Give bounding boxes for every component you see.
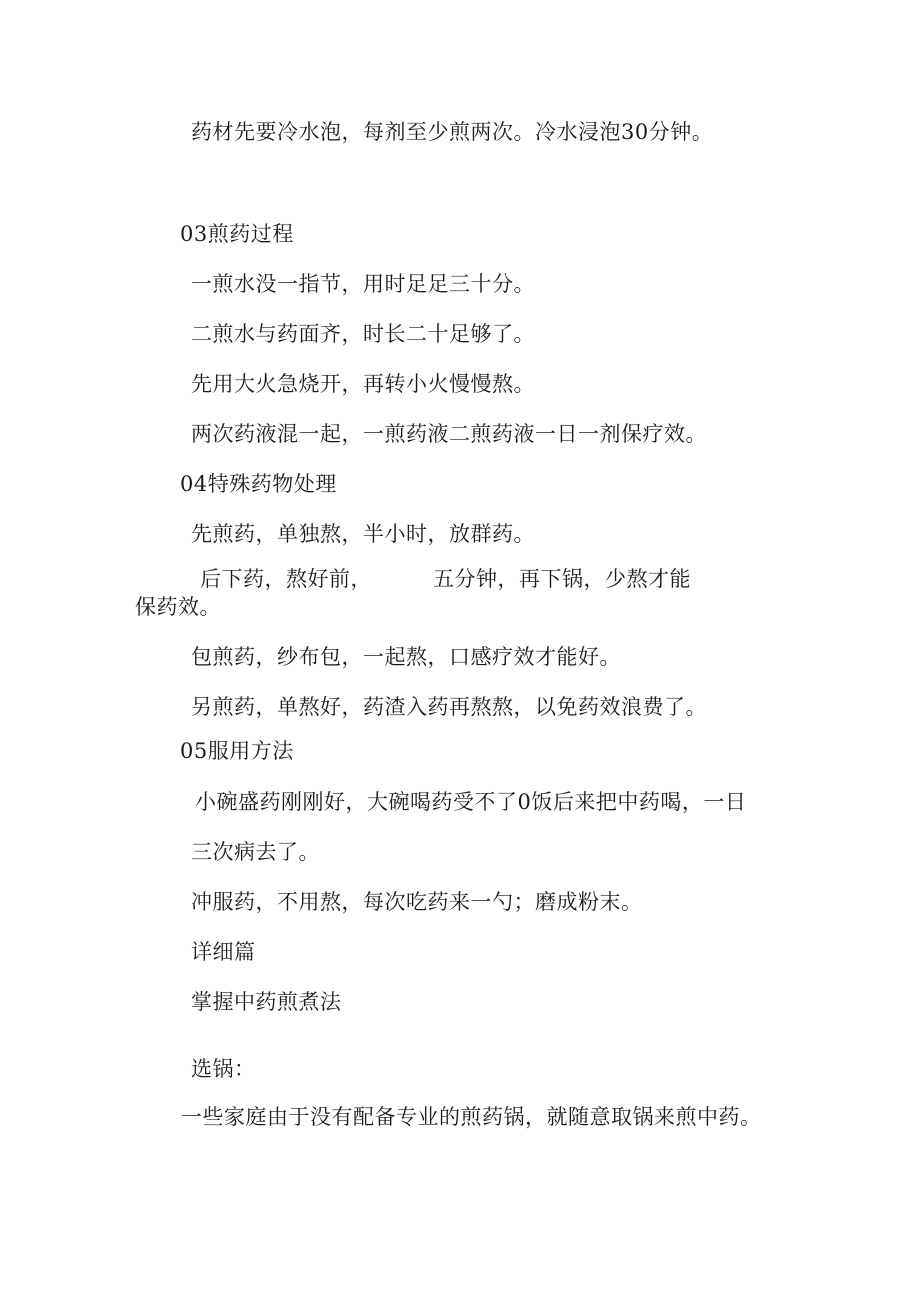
paragraph-second-decoction: 二煎水与药面齐，时长二十足够了。 — [191, 322, 535, 346]
subheading-master-method: 掌握中药煎煮法 — [191, 990, 342, 1014]
section-heading-special-handling: 04特殊药物处理 — [180, 472, 337, 496]
paragraph-bowl-size-part2: 三次病去了。 — [191, 840, 320, 864]
section-heading-usage: 05服用方法 — [180, 739, 294, 763]
paragraph-add-later-part2: 五分钟，再下锅，少熬才能 — [433, 567, 691, 591]
subheading-choose-pot: 选锅： — [191, 1057, 256, 1081]
paragraph-wrapped-decoction: 包煎药，纱布包，一起熬，口感疗效才能好。 — [191, 645, 621, 669]
paragraph-add-later-part3: 保药效。 — [135, 595, 221, 619]
paragraph-add-later-part1: 后下药，熬好前， — [200, 567, 372, 591]
paragraph-pot-selection: 一些家庭由于没有配备专业的煎药锅，就随意取锅来煎中药。 — [181, 1105, 762, 1129]
section-heading-decocting-process: 03煎药过程 — [180, 222, 294, 246]
paragraph-first-decoction: 一煎水没一指节，用时足足三十分。 — [191, 272, 535, 296]
paragraph-separate-decoction: 另煎药，单熬好，药渣入药再熬熬，以免药效浪费了。 — [191, 695, 707, 719]
paragraph-mix-liquids: 两次药液混一起，一煎药液二煎药液一日一剂保疗效。 — [191, 422, 707, 446]
paragraph-decoct-first: 先煎药，单独熬，半小时，放群药。 — [191, 522, 535, 546]
paragraph-infused-medicine: 冲服药，不用熬，每次吃药来一勺；磨成粉末。 — [191, 890, 643, 914]
subheading-detailed: 详细篇 — [191, 940, 256, 964]
paragraph-soaking: 药材先要冷水泡，每剂至少煎两次。冷水浸泡30分钟。 — [191, 120, 714, 144]
paragraph-heat-control: 先用大火急烧开，再转小火慢慢熬。 — [191, 372, 535, 396]
paragraph-bowl-size-part1: 小碗盛药刚刚好，大碗喝药受不了0饭后来把中药喝，一日 — [195, 790, 747, 814]
